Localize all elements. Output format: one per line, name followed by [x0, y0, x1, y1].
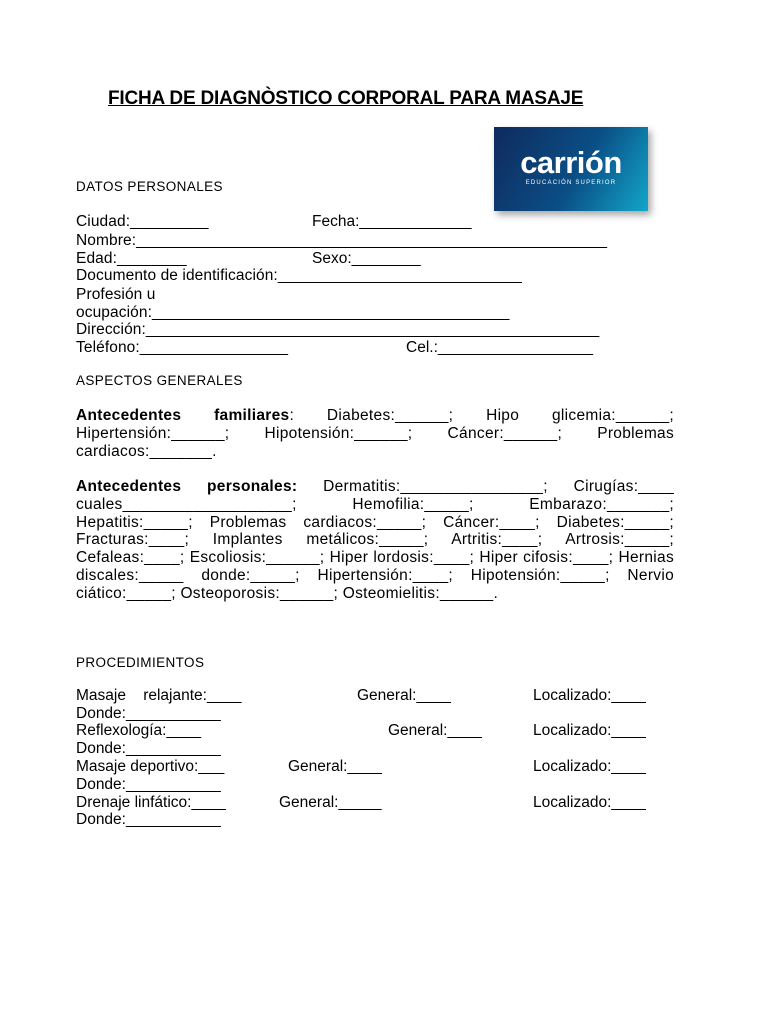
procedure-general-drenaje-linfatico[interactable]: General:_____ [279, 794, 382, 811]
nombre-field[interactable]: Nombre:______________________________________________________ [76, 232, 608, 249]
procedure-general-masaje-deportivo[interactable]: General:____ [288, 758, 382, 775]
telefono-field[interactable]: Teléfono:_________________ [76, 339, 289, 356]
antecedentes-personales-label: Antecedentes personales: [76, 478, 298, 495]
procedure-name-drenaje-linfatico[interactable]: Drenaje linfático:____ [76, 794, 226, 811]
procedure-name-reflexologia[interactable]: Reflexología:____ [76, 722, 201, 739]
profesion-label: Profesión u [76, 286, 156, 303]
documento-field[interactable]: Documento de identificación:____________________________ [76, 267, 523, 284]
edad-field[interactable]: Edad:________ [76, 250, 187, 267]
procedure-donde-drenaje-linfatico[interactable]: Donde:___________ [76, 811, 221, 828]
direccion-field[interactable]: Dirección:____________________________________________________ [76, 321, 600, 338]
procedure-localizado-drenaje-linfatico[interactable]: Localizado:____ [533, 794, 646, 811]
section-procedimientos: PROCEDIMIENTOS [76, 655, 205, 670]
carrion-logo [494, 127, 648, 211]
cel-field[interactable]: Cel.:__________________ [406, 339, 594, 356]
procedure-localizado-masaje-relajante[interactable]: Localizado:____ [533, 687, 646, 704]
logo-wordmark: carrión [520, 145, 622, 180]
ciudad-field[interactable]: Ciudad:_________ [76, 213, 209, 230]
procedure-general-reflexologia[interactable]: General:____ [388, 722, 482, 739]
antecedentes-familiares-fields[interactable]: : Diabetes:______; Hipo glicemia:______; Hipertensión:______; Hipotensión:______; Cáncer:______; Problemas cardiacos:_______. [76, 407, 674, 460]
procedure-name-masaje-deportivo[interactable]: Masaje deportivo:___ [76, 758, 225, 775]
procedure-general-masaje-relajante[interactable]: General:____ [357, 687, 451, 704]
ocupacion-field[interactable]: ocupación:_________________________________________ [76, 304, 510, 321]
antecedentes-familiares [76, 407, 674, 460]
antecedentes-personales [76, 478, 674, 603]
procedure-donde-reflexologia[interactable]: Donde:___________ [76, 740, 221, 757]
sexo-field[interactable]: Sexo:________ [312, 250, 421, 267]
procedure-localizado-reflexologia[interactable]: Localizado:____ [533, 722, 646, 739]
procedure-name-masaje-relajante[interactable]: Masaje relajante:____ [76, 687, 242, 704]
logo-subtitle: EDUCACIÓN SUPERIOR [525, 180, 617, 186]
page-title: FICHA DE DIAGNÒSTICO CORPORAL PARA MASAJE [108, 88, 584, 109]
procedure-donde-masaje-deportivo[interactable]: Donde:___________ [76, 776, 221, 793]
section-aspectos-generales: ASPECTOS GENERALES [76, 373, 243, 388]
antecedentes-personales-fields[interactable]: Dermatitis:________________; Cirugías:____ cuales___________________; Hemofilia:_____; Embarazo:_______; Hepatitis:_____; Problemas cardiacos:_____; Cáncer:____; Diabetes:_____; Fracturas:____; Implantes metálicos:_____; Artritis:____; Artrosis:_____; Cefaleas:____; Escoliosis:______; Hiper lordosis:____; Hiper cifosis:____; Hernias discales:_____ donde:_____; Hipertensión:____; Hipotensión:_____; Nervio ciático:_____; Osteoporosis:______; Osteomielitis:______. [76, 478, 674, 602]
antecedentes-familiares-label: Antecedentes familiares [76, 407, 290, 424]
procedure-localizado-masaje-deportivo[interactable]: Localizado:____ [533, 758, 646, 775]
procedure-donde-masaje-relajante[interactable]: Donde:___________ [76, 705, 221, 722]
fecha-field[interactable]: Fecha:_____________ [312, 213, 472, 230]
section-datos-personales: DATOS PERSONALES [76, 179, 223, 194]
